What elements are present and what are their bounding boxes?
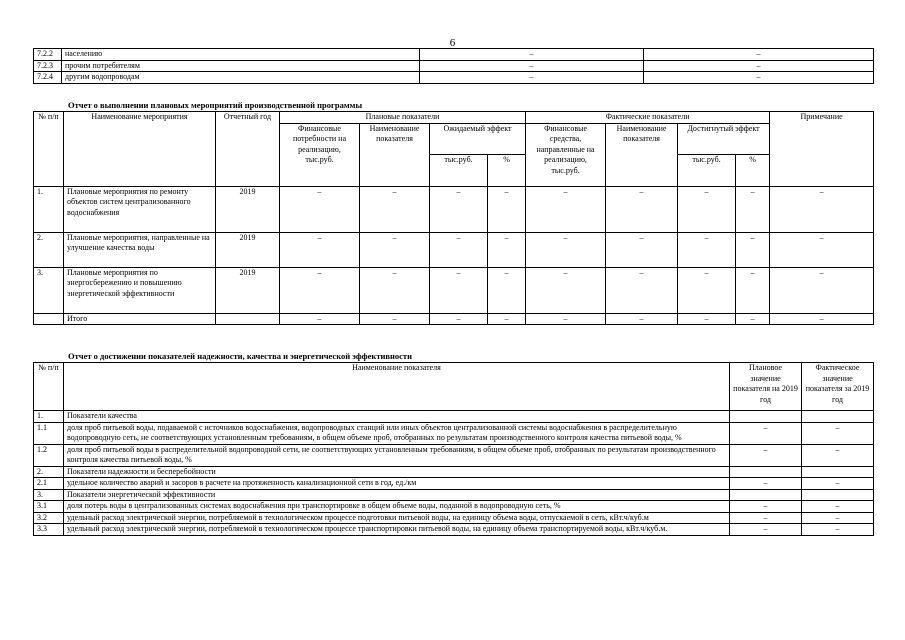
- value-cell: –: [420, 49, 644, 61]
- row-number: 7.2.3: [34, 60, 62, 72]
- row-label: доля проб питьевой воды в распределительной водопроводной сети, не соответствующих установленным требованиям, в общем объеме проб, отобранных по результатам производственного контроля качества питьевой воды, %: [64, 444, 730, 466]
- value-cell: –: [730, 422, 802, 444]
- table-row: [34, 313, 874, 325]
- col-header-plan-eff: Ожидаемый эффект: [430, 123, 526, 155]
- row-label: Показатели надежности и бесперебойности: [64, 466, 730, 478]
- col-header-fact-fin: Финансовые средства, направленные на реализацию, тыс.руб.: [526, 123, 606, 186]
- row-number: 3.: [34, 489, 64, 501]
- col-header-plan-eff-rub: тыс.руб.: [430, 155, 488, 187]
- value-cell: –: [360, 186, 430, 232]
- value-cell: –: [730, 512, 802, 524]
- value-cell: –: [770, 186, 874, 232]
- value-cell: –: [430, 267, 488, 313]
- row-number: 1.: [34, 186, 64, 232]
- value-cell: –: [280, 267, 360, 313]
- value-cell: –: [430, 232, 488, 267]
- col-header-num: № п/п: [34, 112, 64, 187]
- row-label: населению: [62, 49, 420, 61]
- col-header-plan-ind: Наименование показателя: [360, 123, 430, 186]
- value-cell: –: [678, 313, 736, 325]
- row-label: другим водопроводам: [62, 72, 420, 84]
- table-row: [34, 72, 874, 84]
- value-cell: –: [802, 422, 874, 444]
- value-cell: –: [488, 267, 526, 313]
- row-number: 2.1: [34, 478, 64, 490]
- table-row: [34, 512, 874, 524]
- row-number: 1.2: [34, 444, 64, 466]
- value-cell: –: [488, 186, 526, 232]
- value-cell: –: [678, 267, 736, 313]
- value-cell: –: [526, 267, 606, 313]
- table-row: [34, 60, 874, 72]
- value-cell: –: [280, 313, 360, 325]
- value-cell: –: [420, 60, 644, 72]
- col-header-fact-eff-rub: тыс.руб.: [678, 155, 736, 187]
- value-cell: –: [644, 72, 874, 84]
- row-number: 2.: [34, 466, 64, 478]
- col-header-fact-eff: Достигнутый эффект: [678, 123, 770, 155]
- value-cell: –: [430, 186, 488, 232]
- value-cell: –: [606, 186, 678, 232]
- reliability-section-title: Отчет о достижении показателей надежности, качества и энергетической эффективности: [68, 351, 412, 361]
- value-cell: –: [280, 186, 360, 232]
- value-cell: –: [802, 501, 874, 513]
- row-number: 1.1: [34, 422, 64, 444]
- plan-table: [33, 111, 874, 325]
- value-cell: [802, 466, 874, 478]
- row-label: Итого: [64, 313, 216, 325]
- row-label: доля проб питьевой воды, подаваемой с источников водоснабжения, водопроводных станций или иных объектов централизованной системы водоснабжения в распределительную водопроводную сеть, не соответствующих установленным требованиям, в общем объеме проб, отобранных по результатам производственного контроля качества питьевой воды, %: [64, 422, 730, 444]
- row-label: Плановые мероприятия по ремонту объектов систем централизованного водоснабжения: [64, 186, 216, 232]
- value-cell: –: [736, 267, 770, 313]
- row-number: 3.1: [34, 501, 64, 513]
- table-row: [34, 524, 874, 536]
- value-cell: [802, 489, 874, 501]
- row-year: 2019: [216, 232, 280, 267]
- value-cell: –: [526, 232, 606, 267]
- value-cell: –: [802, 524, 874, 536]
- row-year: 2019: [216, 186, 280, 232]
- value-cell: –: [802, 478, 874, 490]
- value-cell: –: [360, 267, 430, 313]
- value-cell: –: [488, 313, 526, 325]
- row-number: 3.: [34, 267, 64, 313]
- value-cell: –: [736, 186, 770, 232]
- value-cell: –: [678, 186, 736, 232]
- value-cell: [730, 489, 802, 501]
- value-cell: [730, 411, 802, 423]
- row-number: 2.: [34, 232, 64, 267]
- row-label: Показатели энергетической эффективности: [64, 489, 730, 501]
- row-label: удельное количество аварий и засоров в расчете на протяженность канализационной сети в год, ед./км: [64, 478, 730, 490]
- page-number: 6: [449, 37, 456, 49]
- top-table: [33, 48, 874, 84]
- value-cell: –: [736, 232, 770, 267]
- row-label: Плановые мероприятия, направленные на улучшение качества воды: [64, 232, 216, 267]
- value-cell: –: [644, 60, 874, 72]
- row-label: Плановые мероприятия по энергосбережению и повышению энергетической эффективности: [64, 267, 216, 313]
- row-number: 3.2: [34, 512, 64, 524]
- value-cell: –: [280, 232, 360, 267]
- col-header-plan-fin: Финансовые потребности на реализацию, тыс.руб.: [280, 123, 360, 186]
- col-header-year: Отчетный год: [216, 112, 280, 187]
- col-header-actual: Фактические показатели: [526, 112, 770, 124]
- col-header-planned: Плановое значение показателя на 2019 год: [730, 363, 802, 411]
- value-cell: –: [730, 444, 802, 466]
- value-cell: –: [606, 232, 678, 267]
- value-cell: –: [770, 267, 874, 313]
- col-header-num: № п/п: [34, 363, 64, 411]
- row-number: 7.2.2: [34, 49, 62, 61]
- col-header-fact-eff-pct: %: [736, 155, 770, 187]
- value-cell: –: [644, 49, 874, 61]
- col-header-actual: Фактическое значение показателя за 2019 год: [802, 363, 874, 411]
- value-cell: –: [526, 186, 606, 232]
- value-cell: –: [606, 267, 678, 313]
- value-cell: –: [770, 313, 874, 325]
- table-row: [34, 478, 874, 490]
- reliability-table: [33, 362, 874, 536]
- row-number: 7.2.4: [34, 72, 62, 84]
- col-header-fact-ind: Наименование показателя: [606, 123, 678, 186]
- value-cell: –: [606, 313, 678, 325]
- table-row: [34, 489, 874, 501]
- row-label: удельный расход электрической энергии, потребляемой в технологическом процессе подготовки питьевой воды, на единицу объема воды, отпускаемой в сеть, кВт.ч/куб.м: [64, 512, 730, 524]
- row-label: прочим потребителям: [62, 60, 420, 72]
- row-label: доля потерь воды в централизованных системах водоснабжения при транспортировке в общем объеме воды, поданной в водопроводную сеть, %: [64, 501, 730, 513]
- row-number: 3.3: [34, 524, 64, 536]
- value-cell: –: [360, 313, 430, 325]
- row-label: Показатели качества: [64, 411, 730, 423]
- value-cell: –: [736, 313, 770, 325]
- col-header-planned: Плановые показатели: [280, 112, 526, 124]
- col-header-name: Наименование мероприятия: [64, 112, 216, 187]
- value-cell: –: [730, 478, 802, 490]
- value-cell: –: [488, 232, 526, 267]
- row-label: удельный расход электрической энергии, потребляемой в технологическом процессе транспортировки питьевой воды, на единицу объема транспортируемой воды, кВт.ч/куб.м.: [64, 524, 730, 536]
- row-year: 2019: [216, 267, 280, 313]
- table-row: [34, 267, 874, 313]
- value-cell: –: [730, 501, 802, 513]
- table-row: [34, 422, 874, 444]
- row-number: [34, 313, 64, 325]
- col-header-plan-eff-pct: %: [488, 155, 526, 187]
- plan-section-title: Отчет о выполнении плановых мероприятий производственной программы: [68, 100, 363, 110]
- value-cell: –: [730, 524, 802, 536]
- col-header-name: Наименование показателя: [64, 363, 730, 411]
- table-row: [34, 444, 874, 466]
- row-year: [216, 313, 280, 325]
- value-cell: –: [770, 232, 874, 267]
- value-cell: [730, 466, 802, 478]
- value-cell: –: [430, 313, 488, 325]
- value-cell: –: [420, 72, 644, 84]
- value-cell: [802, 411, 874, 423]
- value-cell: –: [678, 232, 736, 267]
- value-cell: –: [360, 232, 430, 267]
- value-cell: –: [802, 444, 874, 466]
- row-number: 1.: [34, 411, 64, 423]
- table-row: [34, 501, 874, 513]
- table-row: [34, 411, 874, 423]
- table-row: [34, 49, 874, 61]
- col-header-note: Примечание: [770, 112, 874, 187]
- value-cell: –: [802, 512, 874, 524]
- value-cell: –: [526, 313, 606, 325]
- table-row: [34, 466, 874, 478]
- table-row: [34, 232, 874, 267]
- table-row: [34, 186, 874, 232]
